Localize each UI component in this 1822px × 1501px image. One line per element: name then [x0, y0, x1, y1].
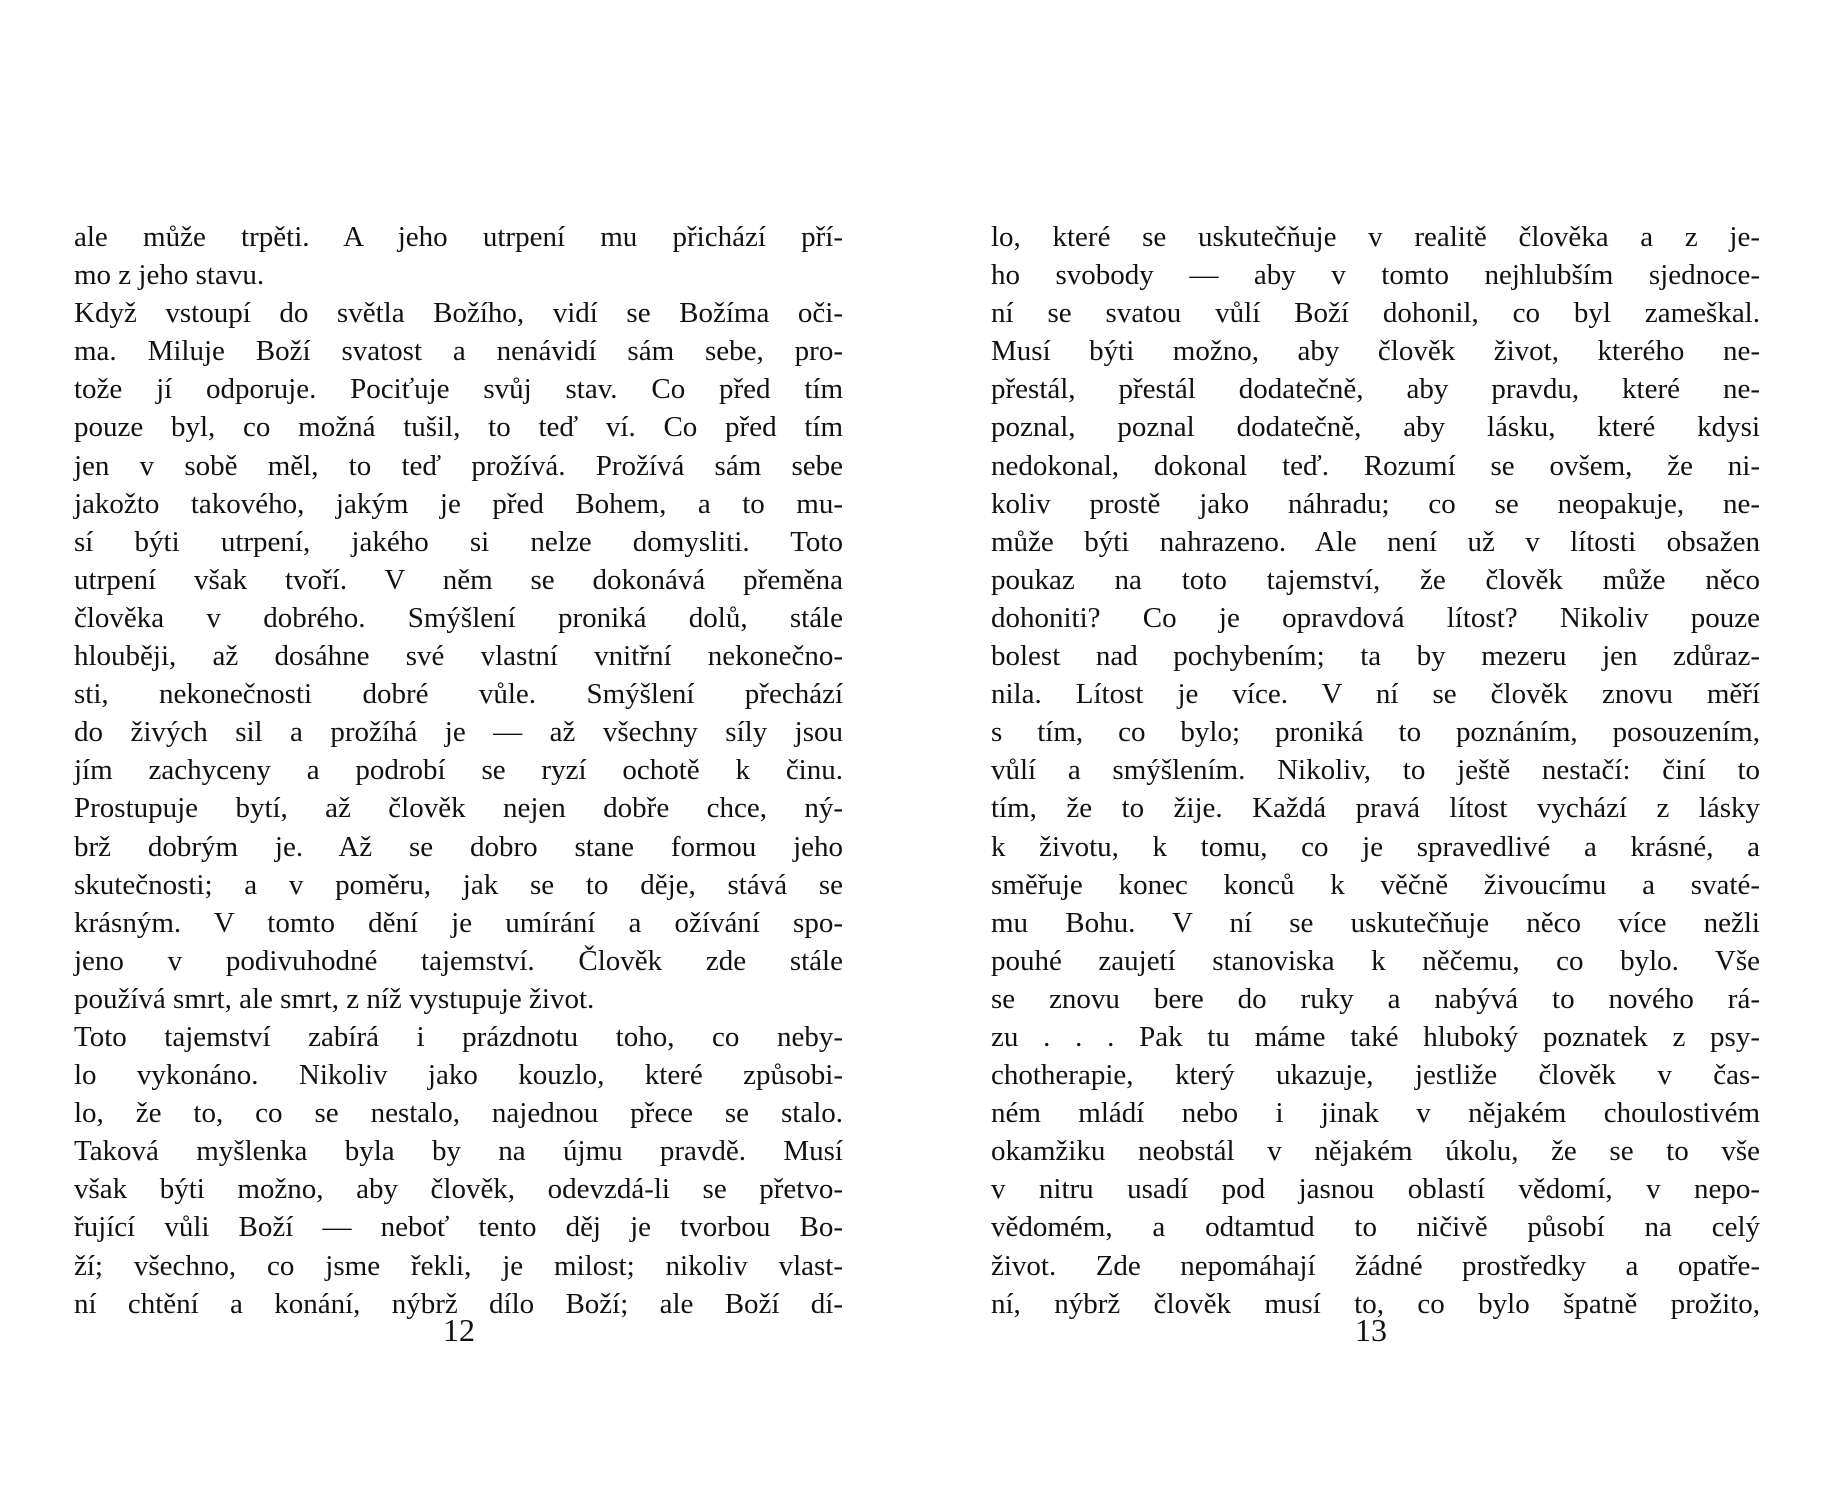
left-page-text — [74, 218, 843, 1323]
text-line: ale může trpěti. A jeho utrpení mu přichází pří- — [74, 221, 843, 253]
text-line: k životu, k tomu, co je spravedlivé a krásné, a — [991, 830, 1760, 863]
text-line: sti, nekonečnosti dobré vůle. Smýšlení přechází — [74, 678, 843, 711]
text-line: ma. Miluje Boží svatost a nenávidí sám sebe, pro- — [74, 335, 843, 368]
text-line: člověka v dobrého. Smýšlení proniká dolů, stále — [74, 601, 843, 634]
text-line: však býti možno, aby člověk, odevzdá-li se přetvo- — [74, 1173, 843, 1206]
text-line: přestál, přestál dodatečně, aby pravdu, které ne- — [991, 373, 1760, 406]
right-page-text — [991, 218, 1760, 1323]
text-line: ném mládí nebo i jinak v nějakém choulostivém — [991, 1097, 1760, 1130]
text-line: vůlí a smýšlením. Nikoliv, to ještě nestačí: činí to — [991, 754, 1760, 787]
text-line: utrpení však tvoří. V něm se dokonává přeměna — [74, 563, 843, 596]
text-line: řující vůli Boží — neboť tento děj je tvorbou Bo- — [74, 1211, 843, 1244]
right-page — [911, 0, 1822, 1501]
text-line: Taková myšlenka byla by na újmu pravdě. Musí — [74, 1135, 843, 1168]
text-line: poznal, poznal dodatečně, aby lásku, které kdysi — [991, 411, 1760, 444]
text-line: poukaz na toto tajemství, že člověk může něco — [991, 563, 1760, 596]
text-line: lo vykonáno. Nikoliv jako kouzlo, které způsobi- — [74, 1059, 843, 1092]
text-line: chotherapie, který ukazuje, jestliže člověk v čas- — [991, 1059, 1760, 1092]
text-line: skutečnosti; a v poměru, jak se to děje, stává se — [74, 868, 843, 901]
text-line: mo z jeho stavu. — [74, 259, 265, 292]
text-line: tože jí odporuje. Pociťuje svůj stav. Co před tím — [74, 373, 843, 406]
text-line: ží; všechno, co jsme řekli, je milost; nikoliv vlast- — [74, 1249, 843, 1282]
text-line: nila. Lítost je více. V ní se člověk znovu měří — [991, 678, 1760, 711]
text-line: ho svobody — aby v tomto nejhlubším sjednoce- — [991, 259, 1760, 292]
text-line: dohoniti? Co je opravdová lítost? Nikoliv pouze — [991, 601, 1760, 634]
text-line: bolest nad pochybením; ta by mezeru jen zdůraz- — [991, 640, 1760, 673]
text-line: lo, které se uskutečňuje v realitě člověka a z je- — [991, 221, 1760, 253]
text-line: může býti nahrazeno. Ale není už v lítosti obsažen — [991, 525, 1760, 558]
text-line: mu Bohu. V ní se uskutečňuje něco více nežli — [991, 906, 1760, 939]
text-line: lo, že to, co se nestalo, najednou přece se stalo. — [74, 1097, 843, 1130]
text-line: s tím, co bylo; proniká to poznáním, posouzením, — [991, 716, 1760, 749]
text-line: sí býti utrpení, jakého si nelze domysliti. Toto — [74, 525, 843, 558]
text-line: se znovu bere do ruky a nabývá to nového rá- — [991, 982, 1760, 1015]
text-line: tím, že to žije. Každá pravá lítost vychází z lásky — [991, 792, 1760, 825]
text-line: brž dobrým je. Až se dobro stane formou jeho — [74, 830, 843, 863]
text-line: nedokonal, dokonal teď. Rozumí se ovšem, že ni- — [991, 449, 1760, 482]
page-number: 12 — [443, 1312, 475, 1348]
text-line: vědomém, a odtamtud to ničivě působí na celý — [991, 1211, 1760, 1244]
text-line: do živých sil a prožíhá je — až všechny síly jsou — [74, 716, 843, 749]
text-line: pouhé zaujetí stanoviska k něčemu, co bylo. Vše — [991, 944, 1760, 977]
text-line: ní, nýbrž člověk musí to, co bylo špatně prožito, — [991, 1287, 1760, 1320]
text-line: jím zachyceny a podrobí se ryzí ochotě k činu. — [74, 754, 843, 787]
text-line: okamžiku neobstál v nějakém úkolu, že se to vše — [991, 1135, 1760, 1168]
text-line: život. Zde nepomáhají žádné prostředky a opatře- — [991, 1249, 1760, 1282]
text-line: ní se svatou vůlí Boží dohonil, co byl zameškal. — [991, 297, 1760, 330]
text-line: Když vstoupí do světla Božího, vidí se Božíma oči- — [74, 297, 843, 330]
text-line: pouze byl, co možná tušil, to teď ví. Co před tím — [74, 411, 843, 444]
text-line: jakožto takového, jakým je před Bohem, a to mu- — [74, 487, 843, 520]
page-number: 13 — [1355, 1312, 1387, 1348]
text-line: ní chtění a konání, nýbrž dílo Boží; ale Boží dí- — [74, 1287, 843, 1320]
text-line: hlouběji, až dosáhne své vlastní vnitřní nekonečno- — [74, 640, 843, 673]
text-line: Prostupuje bytí, až člověk nejen dobře chce, ný- — [74, 792, 843, 825]
text-line: v nitru usadí pod jasnou oblastí vědomí, v nepo- — [991, 1173, 1760, 1206]
text-line: jeno v podivuhodné tajemství. Člověk zde stále — [74, 944, 843, 977]
text-line: Musí býti možno, aby člověk život, kterého ne- — [991, 335, 1760, 368]
text-line: Toto tajemství zabírá i prázdnotu toho, co neby- — [74, 1020, 843, 1053]
text-line: krásným. V tomto dění je umírání a ožívání spo- — [74, 906, 843, 939]
text-line: zu . . . Pak tu máme také hluboký poznatek z psy- — [991, 1020, 1760, 1053]
text-line: používá smrt, ale smrt, z níž vystupuje život. — [74, 982, 595, 1015]
text-line: směřuje konec konců k věčně živoucímu a svaté- — [991, 868, 1760, 901]
text-line: koliv prostě jako náhradu; co se neopakuje, ne- — [991, 487, 1760, 520]
text-line: jen v sobě měl, to teď prožívá. Prožívá sám sebe — [74, 449, 843, 482]
